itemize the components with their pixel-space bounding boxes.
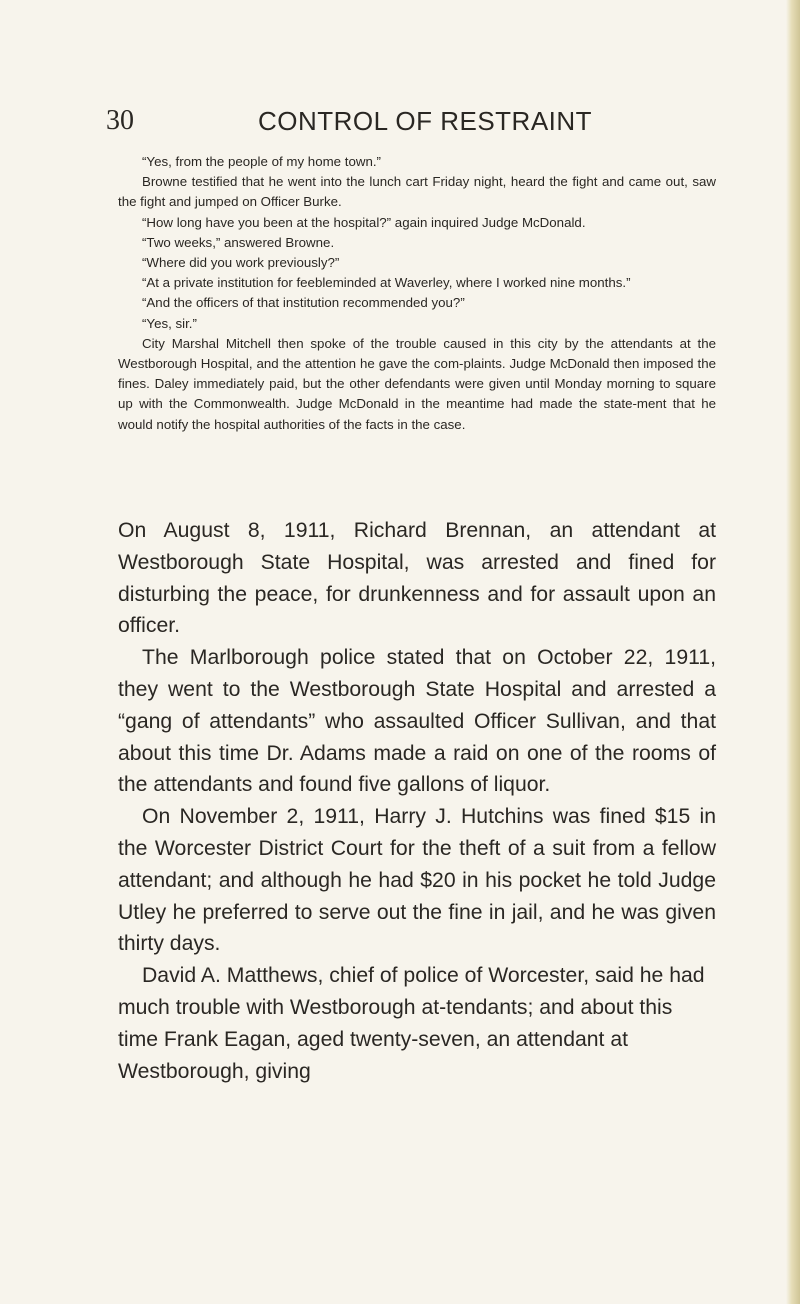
testimony-paragraph: Browne testified that he went into the lunch cart Friday night, heard the fight and came out, saw the fight and jumped on Officer Burke. [118, 174, 716, 210]
testimony-paragraph: “How long have you been at the hospital?” again inquired Judge McDonald. [142, 214, 586, 230]
running-head: CONTROL OF RESTRAINT [258, 106, 593, 136]
page-number: 30 [106, 105, 134, 136]
testimony-paragraph: “Where did you work previously?” [142, 255, 340, 271]
testimony-paragraph: “At a private institution for feebleminded at Waverley, where I worked nine months.” [142, 275, 631, 291]
body-paragraph: The Marlborough police stated that on October 22, 1911, they went to the Westborough State Hospital and arrested a “gang of attendants” who assaulted Officer Sullivan, and that about this time Dr. Adams made a raid on one of the rooms of the attendants and found five gallons of liquor. [118, 646, 716, 797]
page-header [106, 103, 706, 143]
testimony-paragraph: “Yes, from the people of my home town.” [142, 154, 381, 169]
testimony-paragraph: City Marshal Mitchell then spoke of the trouble caused in this city by the attendants at the Westborough Hospital, and the attention he gave the com-plaints. Judge McDonald then imposed the fines. Daley immediately paid, but the other defendants were given until Monday morning to square up with the Commonwealth. Judge McDonald in the meantime had made the state-ment that he would notify the hospital authorities of the facts in the case. [118, 335, 716, 432]
body-paragraph: On August 8, 1911, Richard Brennan, an attendant at Westborough State Hospital, was arrested and fined for disturbing the peace, for drunkenness and for assault upon an officer. [118, 519, 716, 638]
testimony-paragraph: “And the officers of that institution recommended you?” [142, 295, 465, 311]
testimony-paragraph: “Yes, sir.” [142, 315, 197, 331]
page-edge-shadow [786, 0, 800, 1304]
testimony-paragraph: “Two weeks,” answered Browne. [142, 234, 335, 250]
main-text-block [118, 515, 716, 1087]
quoted-testimony-block [118, 152, 716, 435]
body-paragraph: David A. Matthews, chief of police of Worcester, said he had much trouble with Westborough at-tendants; and about this time Frank Eagan, aged twenty-seven, an attendant at Westborough, giving [118, 964, 705, 1083]
body-paragraph: On November 2, 1911, Harry J. Hutchins was fined $15 in the Worcester District Court for the theft of a suit from a fellow attendant; and although he had $20 in his pocket he told Judge Utley he preferred to serve out the fine in jail, and he was given thirty days. [118, 805, 716, 956]
